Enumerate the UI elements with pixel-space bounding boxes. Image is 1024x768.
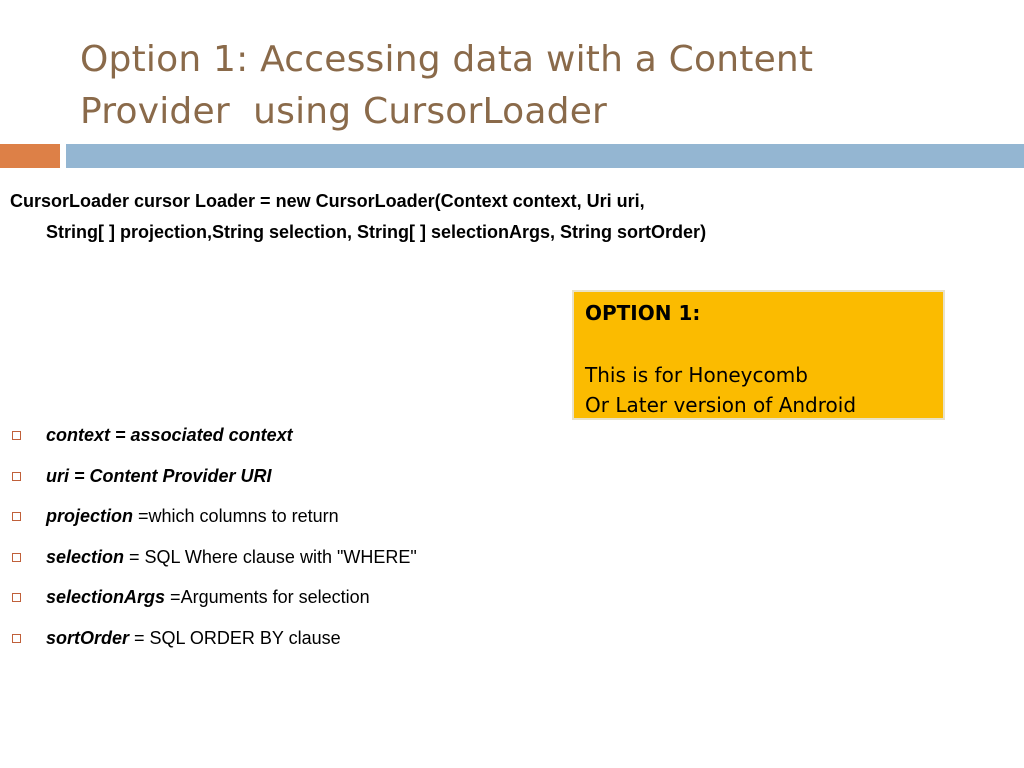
parameter-separator: = <box>110 425 131 445</box>
square-bullet-icon <box>12 553 21 562</box>
list-item <box>12 501 712 542</box>
list-item <box>12 461 712 502</box>
slide-title <box>80 34 980 138</box>
parameter-term: selection <box>46 546 125 567</box>
callout-spacer <box>585 329 943 360</box>
callout-body-line-1: This is for Honeycomb <box>585 362 808 387</box>
parameter-list <box>12 420 712 663</box>
option-callout-box <box>572 290 945 420</box>
title-line-2: Provider using CursorLoader <box>80 91 608 132</box>
square-bullet-icon <box>12 472 21 481</box>
list-item <box>12 582 712 623</box>
title-line-1: Option 1: Accessing data with a Content <box>80 39 814 80</box>
callout-body-line-2: Or Later version of Android <box>585 393 857 417</box>
parameter-separator: = <box>129 627 150 648</box>
parameter-description: SQL ORDER BY clause <box>149 627 341 648</box>
accent-bar-orange <box>0 144 60 168</box>
parameter-description: associated context <box>130 425 293 445</box>
parameter-description: SQL Where clause with "WHERE" <box>144 546 417 567</box>
parameter-term: projection <box>46 506 134 526</box>
parameter-description: Content Provider URI <box>89 465 272 486</box>
square-bullet-icon <box>12 634 21 643</box>
parameter-separator: = <box>165 587 181 607</box>
parameter-separator: = <box>133 506 149 526</box>
code-line-1: CursorLoader cursor Loader = new CursorLoader(Context context, Uri uri, <box>10 191 645 211</box>
square-bullet-icon <box>12 593 21 602</box>
code-line-2: String[ ] projection,String selection, String[ ] selectionArgs, String sortOrder) <box>46 222 707 242</box>
parameter-term: context <box>46 425 111 445</box>
square-bullet-icon <box>12 431 21 440</box>
parameter-separator: = <box>124 546 145 567</box>
parameter-term: uri <box>46 465 70 486</box>
accent-bar-blue <box>66 144 1024 168</box>
parameter-description: which columns to return <box>148 506 339 526</box>
parameter-term: selectionArgs <box>46 587 166 607</box>
parameter-description: Arguments for selection <box>180 587 370 607</box>
parameter-term: sortOrder <box>46 627 130 648</box>
list-item <box>12 420 712 461</box>
callout-heading: OPTION 1: <box>585 301 701 325</box>
code-signature <box>10 186 1010 248</box>
list-item <box>12 623 712 664</box>
square-bullet-icon <box>12 512 21 521</box>
list-item <box>12 542 712 583</box>
parameter-separator: = <box>69 465 90 486</box>
